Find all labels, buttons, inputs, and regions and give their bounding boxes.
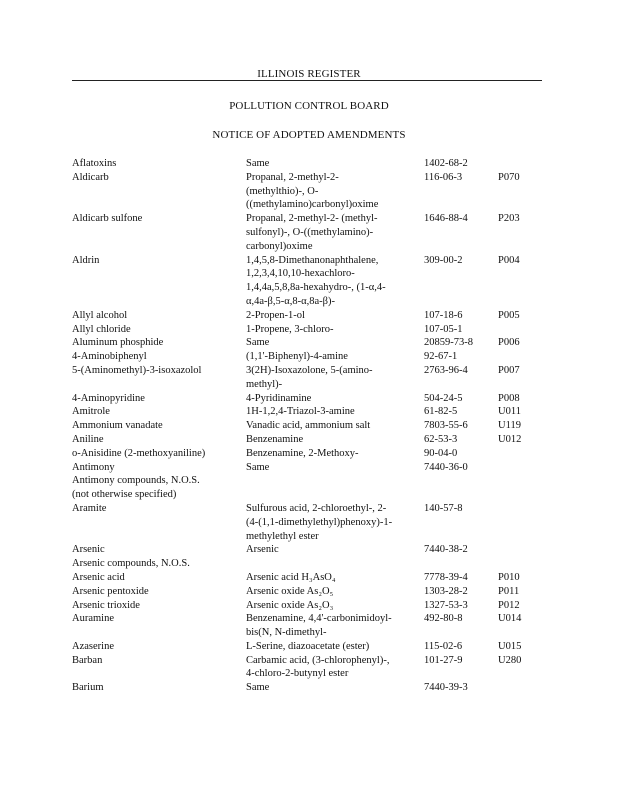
waste-code: P203: [498, 213, 520, 225]
cas-number: 7440-38-2: [424, 544, 468, 556]
chemical-synonym-line: α,4a-β,5-α,8-α,8a-β)-: [246, 295, 335, 307]
constituent-name-line: Barium: [72, 682, 104, 694]
waste-code: U014: [498, 613, 522, 625]
constituent-name-line: Amitrole: [72, 406, 110, 418]
table-row: [72, 447, 552, 461]
chemical-synonym: [246, 336, 424, 350]
constituent-name-line: Antimony compounds, N.O.S.: [72, 475, 200, 487]
table-row: [72, 364, 552, 392]
constituent-name: [72, 640, 246, 654]
cas-number: 309-00-2: [424, 254, 463, 266]
chemical-synonym-line: (4-(1,1-dimethylethyl)phenoxy)-1-: [246, 516, 393, 528]
waste-code: P070: [498, 171, 520, 183]
constituent-name: [72, 336, 246, 350]
chemical-synonym: [246, 681, 424, 695]
constituent-name: [72, 392, 246, 406]
chemical-synonym: [246, 654, 424, 682]
hazardous-constituents-table: [72, 157, 552, 695]
table-row: [72, 212, 552, 253]
chemical-synonym: [246, 364, 424, 392]
table-row: [72, 474, 552, 502]
constituent-name: [72, 654, 246, 668]
chemical-synonym-line: Benzenamine: [246, 433, 304, 445]
table-row: [72, 323, 552, 337]
constituent-name: [72, 157, 246, 171]
cas-number: 107-05-1: [424, 323, 463, 335]
waste-code: U015: [498, 640, 522, 652]
constituent-name-line: Arsenic trioxide: [72, 599, 140, 611]
chemical-synonym-line: Same: [246, 337, 270, 349]
table-row: [72, 571, 552, 585]
constituent-name-line: Antimony: [72, 461, 115, 473]
chemical-synonym-line: 2-Propen-1-ol: [246, 309, 305, 321]
constituent-name-line: Arsenic: [72, 544, 105, 556]
chemical-synonym-line: Vanadic acid, ammonium salt: [246, 420, 371, 432]
constituent-name: [72, 350, 246, 364]
constituent-name: [72, 323, 246, 337]
cas-number: 90-04-0: [424, 447, 458, 459]
register-title: ILLINOIS REGISTER: [257, 68, 361, 80]
chemical-synonym-line: 1,4,5,8-Dimethanonaphthalene,: [246, 254, 379, 266]
constituent-name: [72, 557, 246, 571]
constituent-name-line: 5-(Aminomethyl)-3-isoxazolol: [72, 364, 202, 376]
table-row: [72, 543, 552, 557]
constituent-name: [72, 502, 246, 516]
chemical-synonym-line: 1H-1,2,4-Triazol-3-amine: [246, 406, 355, 418]
chemical-synonym-line: 4-Pyridinamine: [246, 392, 312, 404]
table-row: [72, 612, 552, 640]
cas-number: 61-82-5: [424, 406, 458, 418]
table-row: [72, 433, 552, 447]
waste-code: U280: [498, 654, 522, 666]
cas-number: 1646-88-4: [424, 213, 468, 225]
chemical-synonym-line: Arsenic: [246, 544, 279, 556]
cas-number: 116-06-3: [424, 171, 463, 183]
chemical-synonym-line: Arsenic acid H₃AsO₄: [246, 571, 336, 583]
chemical-synonym: [246, 461, 424, 475]
table-row: [72, 557, 552, 571]
constituent-name-line: Auramine: [72, 613, 114, 625]
constituent-name-line: 4-Aminopyridine: [72, 392, 145, 404]
table-row: [72, 405, 552, 419]
chemical-synonym-line: Benzenamine, 2-Methoxy-: [246, 447, 359, 459]
waste-code: P005: [498, 309, 520, 321]
cas-number: 7440-36-0: [424, 461, 468, 473]
chemical-synonym: [246, 543, 424, 557]
table-row: [72, 419, 552, 433]
cas-number: 115-02-6: [424, 640, 463, 652]
cas-number: 20859-73-8: [424, 337, 473, 349]
chemical-synonym: [246, 350, 424, 364]
chemical-synonym-line: Same: [246, 461, 270, 473]
chemical-synonym-line: methylethyl ester: [246, 530, 319, 542]
chemical-synonym: [246, 571, 424, 585]
chemical-synonym-line: 4-chloro-2-butynyl ester: [246, 668, 349, 680]
cas-number: 7778-39-4: [424, 571, 468, 583]
chemical-synonym-line: carbonyl)oxime: [246, 240, 313, 252]
constituent-name-line: Aldicarb sulfone: [72, 213, 143, 225]
cas-number: 92-67-1: [424, 351, 458, 363]
chemical-synonym: [246, 405, 424, 419]
constituent-name-line: Arsenic pentoxide: [72, 585, 149, 597]
cas-number: 107-18-6: [424, 309, 463, 321]
constituent-name: [72, 309, 246, 323]
chemical-synonym-line: Propanal, 2-methyl-2- (methyl-: [246, 213, 378, 225]
constituent-name: [72, 364, 246, 378]
cas-number: 7803-55-6: [424, 420, 468, 432]
constituent-name: [72, 461, 246, 475]
constituent-name-line: Aniline: [72, 433, 104, 445]
constituent-name-line: Barban: [72, 654, 103, 666]
constituent-name: [72, 543, 246, 557]
chemical-synonym-line: Arsenic oxide As₂O₃: [246, 599, 334, 611]
table-row: [72, 254, 552, 309]
cas-number: 504-24-5: [424, 392, 463, 404]
chemical-synonym: [246, 502, 424, 543]
waste-code: P011: [498, 585, 520, 597]
table-row: [72, 585, 552, 599]
table-row: [72, 599, 552, 613]
table-row: [72, 654, 552, 682]
constituent-name-line: Azaserine: [72, 640, 114, 652]
waste-code: P004: [498, 254, 520, 266]
chemical-synonym: [246, 585, 424, 599]
chemical-synonym-line: Benzenamine, 4,4'-carbonimidoyl-: [246, 613, 392, 625]
constituent-name-line: Ammonium vanadate: [72, 420, 163, 432]
chemical-synonym: [246, 599, 424, 613]
waste-code: U012: [498, 433, 522, 445]
chemical-synonym: [246, 612, 424, 640]
chemical-synonym-line: methyl)-: [246, 378, 283, 390]
chemical-synonym: [246, 419, 424, 433]
chemical-synonym: [246, 309, 424, 323]
chemical-synonym-line: 3(2H)-Isoxazolone, 5-(amino-: [246, 364, 373, 376]
chemical-synonym: [246, 171, 424, 212]
constituent-name-line: Aldicarb: [72, 171, 109, 183]
constituent-name-line: Allyl chloride: [72, 323, 131, 335]
table-row: [72, 502, 552, 543]
table-row: [72, 336, 552, 350]
cas-number: 2763-96-4: [424, 364, 468, 376]
table-row: [72, 157, 552, 171]
chemical-synonym-line: (methylthio)-, O-: [246, 185, 319, 197]
agency-title: POLLUTION CONTROL BOARD: [229, 100, 389, 112]
chemical-synonym-line: ((methylamino)carbonyl)oxime: [246, 199, 379, 211]
notice-title: NOTICE OF ADOPTED AMENDMENTS: [212, 129, 406, 141]
table-row: [72, 640, 552, 654]
chemical-synonym-line: L-Serine, diazoacetate (ester): [246, 640, 370, 652]
chemical-synonym: [246, 323, 424, 337]
chemical-synonym-line: Propanal, 2-methyl-2-: [246, 171, 339, 183]
constituent-name: [72, 585, 246, 599]
constituent-name: [72, 433, 246, 447]
constituent-name-line: Allyl alcohol: [72, 309, 128, 321]
constituent-name: [72, 405, 246, 419]
cas-number: 140-57-8: [424, 502, 463, 514]
constituent-name-line: Arsenic compounds, N.O.S.: [72, 558, 190, 570]
header-rule: [72, 80, 542, 81]
constituent-name: [72, 599, 246, 613]
chemical-synonym-line: bis(N, N-dimethyl-: [246, 627, 327, 639]
constituent-name-line: Aramite: [72, 502, 107, 514]
constituent-name-line: Aflatoxins: [72, 158, 117, 169]
chemical-synonym: [246, 433, 424, 447]
constituent-name-line: (not otherwise specified): [72, 489, 177, 501]
chemical-synonym: [246, 157, 424, 171]
cas-number: 1402-68-2: [424, 158, 468, 169]
chemical-synonym-line: 1-Propene, 3-chloro-: [246, 323, 334, 335]
cas-number: 62-53-3: [424, 433, 458, 445]
constituent-name: [72, 447, 246, 461]
chemical-synonym: [246, 447, 424, 461]
constituent-name-line: Arsenic acid: [72, 571, 125, 583]
table-row: [72, 309, 552, 323]
chemical-synonym: [246, 640, 424, 654]
constituent-name-line: o-Anisidine (2-methoxyaniline): [72, 447, 206, 459]
chemical-synonym-line: Same: [246, 682, 270, 694]
chemical-synonym-line: 1,2,3,4,10,10-hexachloro-: [246, 268, 355, 280]
cas-number: 101-27-9: [424, 654, 463, 666]
constituent-name: [72, 212, 246, 226]
table-row: [72, 681, 552, 695]
waste-code: P010: [498, 571, 520, 583]
chemical-synonym: [246, 392, 424, 406]
table-row: [72, 350, 552, 364]
cas-number: 1303-28-2: [424, 585, 468, 597]
chemical-synonym: [246, 212, 424, 253]
chemical-synonym-line: sulfonyl)-, O-((methylamino)-: [246, 226, 374, 238]
chemical-synonym-line: Carbamic acid, (3-chlorophenyl)-,: [246, 654, 390, 666]
constituent-name: [72, 612, 246, 626]
constituent-name: [72, 254, 246, 268]
cas-number: 1327-53-3: [424, 599, 468, 611]
constituent-name-line: Aldrin: [72, 254, 100, 266]
table-row: [72, 171, 552, 212]
waste-code: P007: [498, 364, 520, 376]
constituent-name-line: Aluminum phosphide: [72, 337, 164, 349]
chemical-synonym-line: 1,4,4a,5,8,8a-hexahydro-, (1-α,4-: [246, 282, 386, 294]
constituent-name: [72, 681, 246, 695]
chemical-synonym-line: Arsenic oxide As₂O₅: [246, 585, 334, 597]
waste-code: P008: [498, 392, 520, 404]
cas-number: 7440-39-3: [424, 682, 468, 694]
cas-number: 492-80-8: [424, 613, 463, 625]
waste-code: U119: [498, 420, 521, 432]
waste-code: U011: [498, 406, 521, 418]
constituent-name: [72, 571, 246, 585]
constituent-name: [72, 474, 246, 502]
constituent-name: [72, 419, 246, 433]
constituent-name-line: 4-Aminobiphenyl: [72, 351, 147, 363]
chemical-synonym-line: Sulfurous acid, 2-chloroethyl-, 2-: [246, 502, 387, 514]
table-row: [72, 461, 552, 475]
waste-code: P012: [498, 599, 520, 611]
waste-code: P006: [498, 337, 520, 349]
constituent-name: [72, 171, 246, 185]
chemical-synonym-line: (1,1'-Biphenyl)-4-amine: [246, 351, 348, 363]
chemical-synonym-line: Same: [246, 158, 270, 169]
table-row: [72, 392, 552, 406]
chemical-synonym: [246, 254, 424, 309]
